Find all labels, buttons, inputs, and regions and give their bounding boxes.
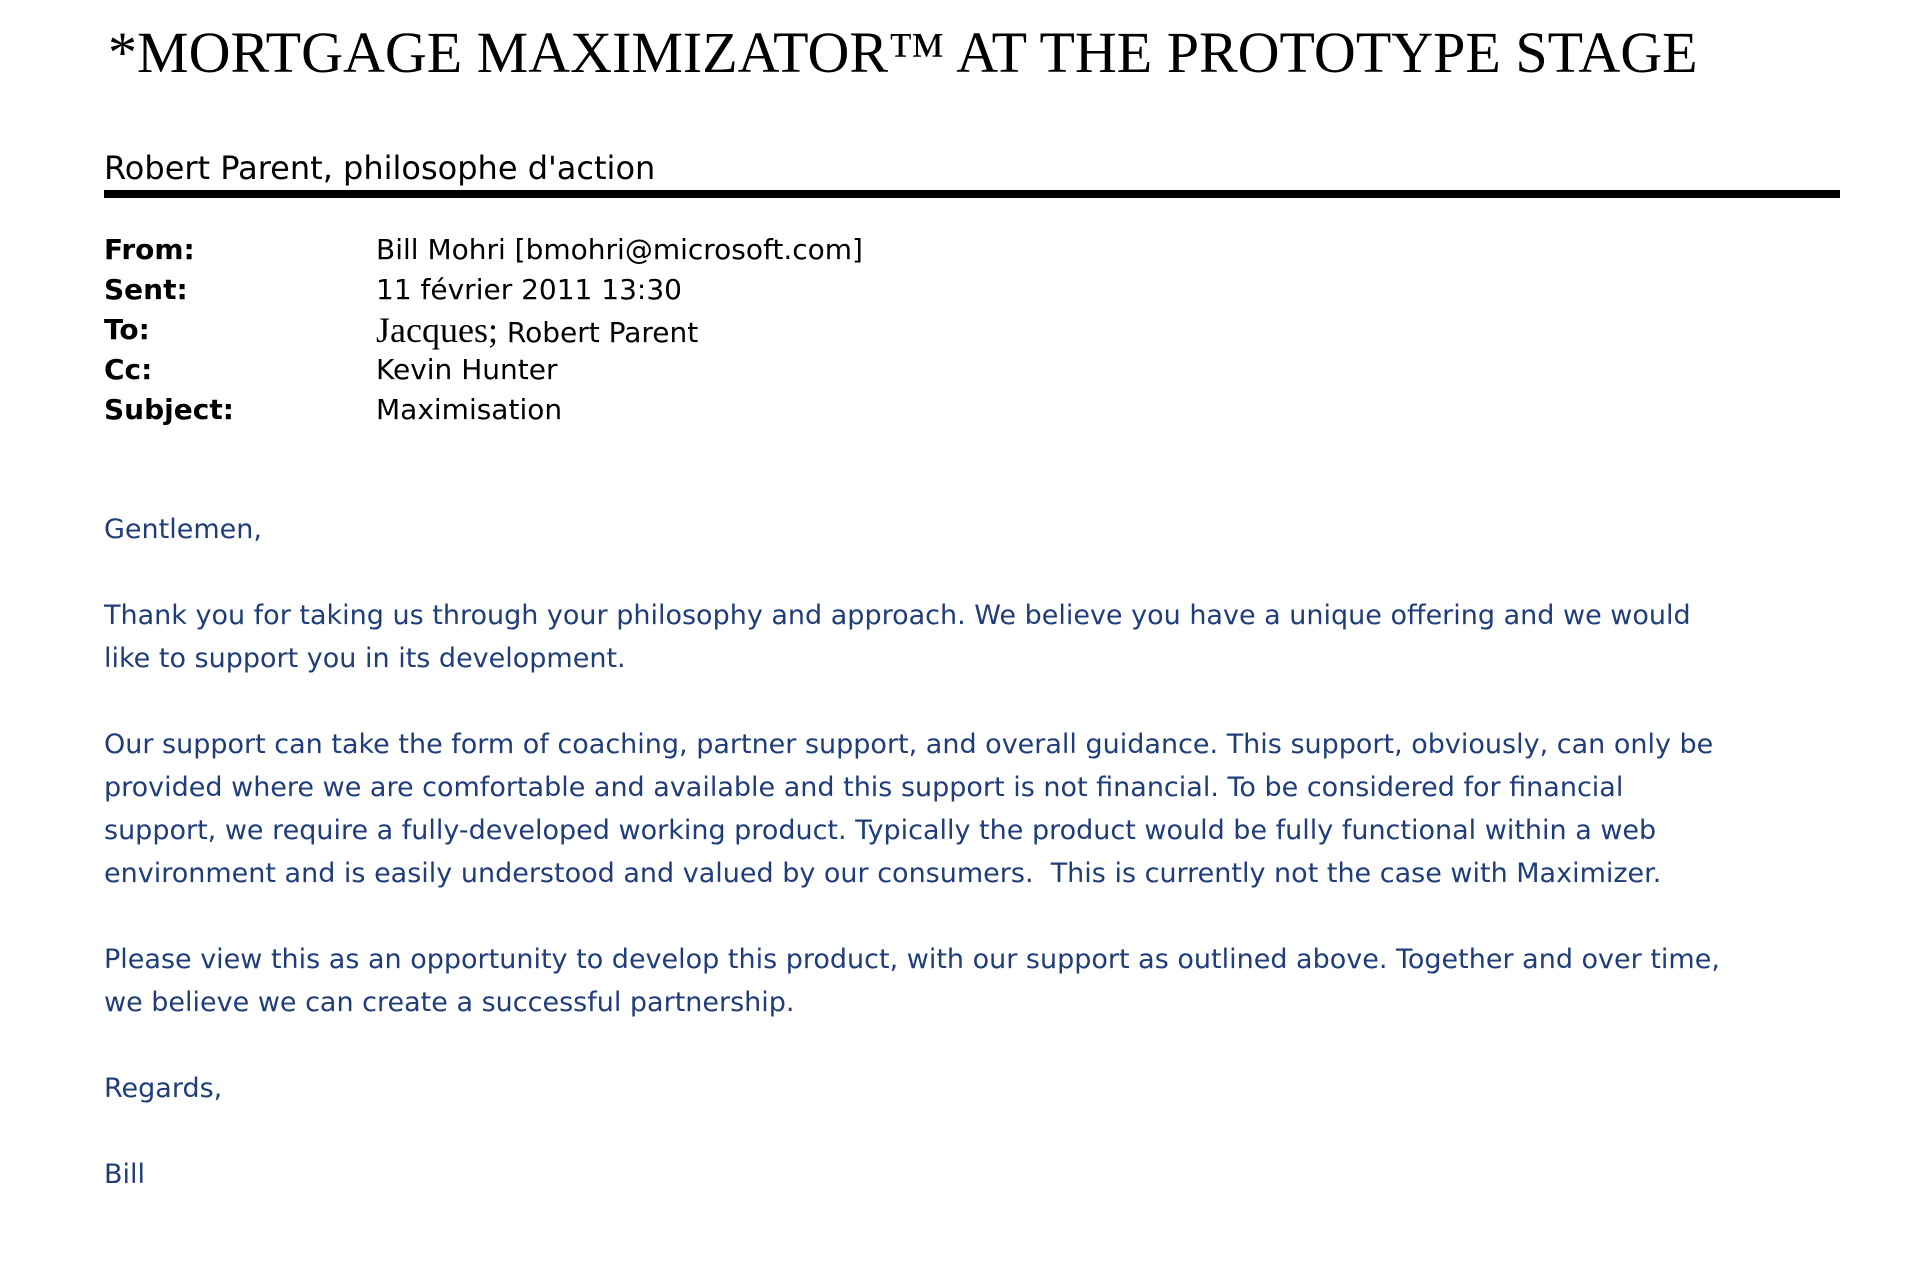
- header-divider: [104, 190, 1840, 198]
- from-value: Bill Mohri [bmohri@microsoft.com]: [376, 233, 863, 266]
- subject-row: [104, 390, 1704, 430]
- cc-value: Kevin Hunter: [376, 353, 558, 386]
- greeting: Gentlemen,: [104, 514, 262, 545]
- sender-name-heading: Robert Parent, philosophe d'action: [104, 149, 656, 187]
- to-recipient-rest: Robert Parent: [497, 316, 699, 349]
- closing: Regards,: [104, 1073, 223, 1104]
- email-body: [104, 508, 1724, 1196]
- body-paragraph-1: Thank you for taking us through your philosophy and approach. We believe you have a unique offering and we would like to support you in its development.: [104, 600, 1691, 674]
- to-label: To:: [104, 313, 150, 346]
- body-paragraph-3: Please view this as an opportunity to develop this product, with our support as outlined above. Together and over time, we believe we can create a successful partnership.: [104, 944, 1720, 1018]
- cc-row: [104, 350, 1704, 390]
- subject-value: Maximisation: [376, 393, 563, 426]
- sent-value: 11 février 2011 13:30: [376, 273, 682, 306]
- sent-label: Sent:: [104, 273, 188, 306]
- cc-label: Cc:: [104, 353, 153, 386]
- from-label: From:: [104, 233, 195, 266]
- email-header-block: [104, 230, 1704, 430]
- body-paragraph-2: Our support can take the form of coaching, partner support, and overall guidance. This support, obviously, can only be provided where we are comfortable and available and this support is not financial. To be considered for financial support, we require a fully-developed working product. Typically the product would be fully functional within a web environment and is easily understood and valued by our consumers. This is currently not the case with Maximizer.: [104, 729, 1722, 889]
- subject-label: Subject:: [104, 393, 234, 426]
- to-recipient-first: Jacques;: [376, 310, 498, 350]
- from-row: [104, 230, 1704, 270]
- signature: Bill: [104, 1159, 146, 1190]
- sent-row: [104, 270, 1704, 310]
- to-row: [104, 310, 1704, 350]
- document-title: *MORTGAGE MAXIMIZATOR™ AT THE PROTOTYPE STAGE: [108, 20, 1698, 85]
- to-value: [376, 310, 698, 353]
